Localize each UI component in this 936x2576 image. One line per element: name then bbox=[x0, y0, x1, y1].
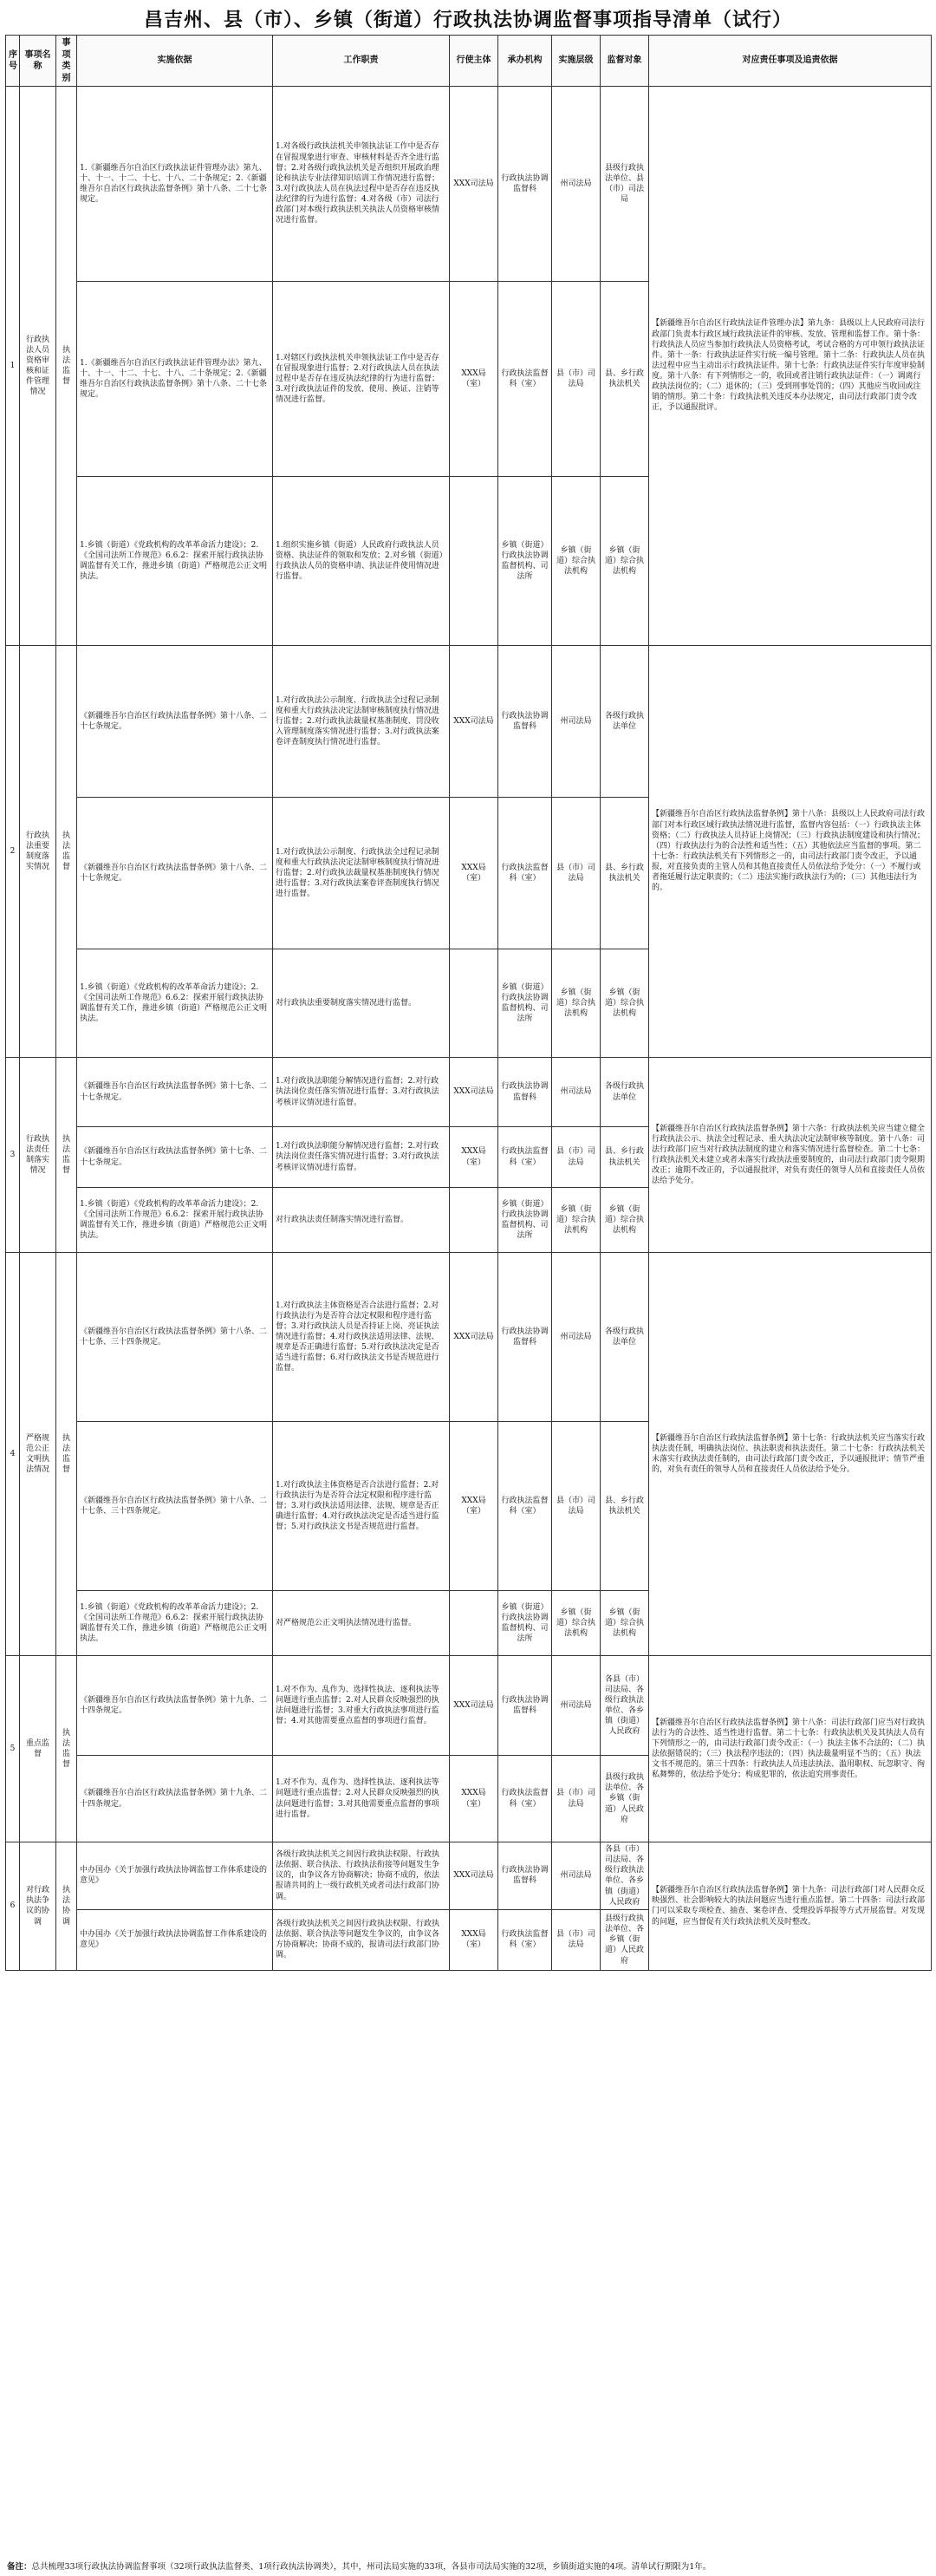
implementation-basis: 1.乡镇（街道）《党政机构的改革革命活力建设》；2.《全国司法所工作规范》6.6.2：探索开展行政执法协调监督有关工作，推进乡镇（街道）严格规范公正文明执法。 bbox=[77, 1188, 273, 1253]
supervision-target: 乡镇（街道）综合执法机构 bbox=[601, 477, 649, 646]
implementation-basis: 《新疆维吾尔自治区行政执法监督条例》第十八条、二十七条规定。 bbox=[77, 646, 273, 798]
table-row bbox=[6, 87, 932, 282]
item-category: 执法协调 bbox=[56, 1842, 77, 1971]
executing-subject: XXX司法局 bbox=[450, 87, 498, 282]
handling-agency: 行政执法监督科（室） bbox=[498, 1909, 552, 1970]
work-duty: 1.对辖区行政执法机关申领执法证工作中是否存在冒报现象进行监督；2.对行政执法人员在执法过程中是否存在违反执法纪律的行为进行监督；3.对行政执法证件的发放、使用、换证、注销等情况进行监督。 bbox=[273, 282, 450, 477]
footnote bbox=[7, 2560, 926, 2572]
supervision-target: 县级行政执法单位、各乡镇（街道）人民政府 bbox=[601, 1909, 649, 1970]
implementation-level: 县（市）司法局 bbox=[552, 798, 601, 949]
executing-subject: XXX司法局 bbox=[450, 1058, 498, 1127]
responsibility-basis: 【新疆维吾尔自治区行政执法监督条例】第十八条：司法行政部门应当对行政执法行为的合法性、适当性进行监督。第二十七条：行政执法机关及其执法人员有下列情形之一的，由司法行政部门责令改正：（一）执法主体不合法的；（二）执法依据错误的；（三）执法程序违法的；（四）执法裁量明显不当的；（五）执法文书不规范的。第三十四条：行政执法人员违法执法、滥用职权、玩忽职守、徇私舞弊的，依法给予处分；构成犯罪的，依法追究刑事责任。 bbox=[649, 1656, 932, 1842]
header-cell: 监督对象 bbox=[601, 36, 649, 87]
table-body bbox=[6, 87, 932, 1971]
item-category: 执法监督 bbox=[56, 1656, 77, 1842]
executing-subject: XXX局（室） bbox=[450, 282, 498, 477]
implementation-level: 州司法局 bbox=[552, 1656, 601, 1756]
executing-subject: XXX局（室） bbox=[450, 1127, 498, 1188]
work-duty: 1.对不作为、乱作为、选择性执法、逐利执法等问题进行重点监督；2.对人民群众反映强烈的执法问题进行监督；3.对其他需要重点监督的事项进行监督。 bbox=[273, 1756, 450, 1842]
executing-subject: XXX局（室） bbox=[450, 798, 498, 949]
item-category: 执法监督 bbox=[56, 87, 77, 646]
implementation-basis: 《新疆维吾尔自治区行政执法监督条例》第十九条、二十四条规定。 bbox=[77, 1756, 273, 1842]
table-row bbox=[6, 646, 932, 798]
header-cell: 实施依据 bbox=[77, 36, 273, 87]
supervision-target: 各级行政执法单位 bbox=[601, 1058, 649, 1127]
responsibility-basis: 【新疆维吾尔自治区行政执法监督条例】第十六条：行政执法机关应当建立健全行政执法公示、执法全过程记录、重大执法决定法制审核等制度。第十八条：司法行政部门应当对行政执法制度的建立和落实情况进行监督检查。第二十七条：行政执法机关未建立或者未落实行政执法重要制度的，由司法行政部门责令限期改正；逾期不改正的，予以通报批评，对负有责任的领导人员和直接责任人员依法给予处分。 bbox=[649, 1058, 932, 1253]
executing-subject: XXX局（室） bbox=[450, 1909, 498, 1970]
work-duty: 对行政执法重要制度落实情况进行监督。 bbox=[273, 949, 450, 1058]
item-name: 对行政执法争议的协调 bbox=[20, 1842, 56, 1971]
table-row bbox=[6, 1058, 932, 1127]
implementation-level: 乡镇（街道）综合执法机构 bbox=[552, 949, 601, 1058]
handling-agency: 行政执法监督科（室） bbox=[498, 1127, 552, 1188]
guidance-table bbox=[5, 35, 932, 1971]
implementation-level: 县（市）司法局 bbox=[552, 1127, 601, 1188]
item-number: 3 bbox=[6, 1058, 20, 1253]
responsibility-basis: 【新疆维吾尔自治区行政执法监督条例】第十八条：县级以上人民政府司法行政部门对本行政区域行政执法情况进行监督，监督内容包括：（一）行政执法主体资格；（二）行政执法人员持证上岗情况；（三）行政执法制度建设和执行情况；（四）行政执法行为的合法性和适当性；（五）其他依法应当监督的事项。第二十七条：行政执法机关有下列情形之一的，由司法行政部门责令改正，予以通报，对直接负责的主管人员和其他直接责任人员依法给予处分：（一）不履行或者拖延履行法定职责的；（二）违法实施行政执法行为的；（三）其他违法行为的。 bbox=[649, 646, 932, 1058]
work-duty: 1.对行政执法职能分解情况进行监督；2.对行政执法岗位责任落实情况进行监督；3.对行政执法考核评议情况进行监督。 bbox=[273, 1127, 450, 1188]
table-row bbox=[6, 1842, 932, 1910]
table-header-row bbox=[6, 36, 932, 87]
header-cell: 工作职责 bbox=[273, 36, 450, 87]
item-number: 1 bbox=[6, 87, 20, 646]
handling-agency: 行政执法监督科（室） bbox=[498, 1756, 552, 1842]
implementation-basis: 1.《新疆维吾尔自治区行政执法证件管理办法》第九、十、十一、十二、十七、十八、二十条规定；2.《新疆维吾尔自治区行政执法监督条例》第十八条、二十七条规定。 bbox=[77, 282, 273, 477]
table-row bbox=[6, 1656, 932, 1756]
work-duty: 对行政执法责任制落实情况进行监督。 bbox=[273, 1188, 450, 1253]
implementation-basis: 中办国办《关于加强行政执法协调监督工作体系建设的意见》 bbox=[77, 1909, 273, 1970]
implementation-basis: 《新疆维吾尔自治区行政执法监督条例》第十七条、二十七条规定。 bbox=[77, 1127, 273, 1188]
implementation-basis: 中办国办《关于加强行政执法协调监督工作体系建设的意见》 bbox=[77, 1842, 273, 1910]
handling-agency: 乡镇（街道）行政执法协调监督机构、司法所 bbox=[498, 1188, 552, 1253]
supervision-target: 县、乡行政执法机关 bbox=[601, 1422, 649, 1591]
supervision-target: 县、乡行政执法机关 bbox=[601, 1127, 649, 1188]
implementation-basis: 1.乡镇（街道）《党政机构的改革革命活力建设》；2.《全国司法所工作规范》6.6.2：探索开展行政执法协调监督有关工作，推进乡镇（街道）严格规范公正文明执法。 bbox=[77, 1591, 273, 1656]
header-cell: 对应责任事项及追责依据 bbox=[649, 36, 932, 87]
responsibility-basis: 【新疆维吾尔自治区行政执法监督条例】第十七条：行政执法机关应当落实行政执法责任制，明确执法岗位、执法职责和执法责任。第二十七条：行政执法机关未落实行政执法责任制的，由司法行政部门责令改正，予以通报批评；情节严重的，对负有责任的领导人员和直接责任人员依法给予处分。 bbox=[649, 1253, 932, 1656]
executing-subject bbox=[450, 1591, 498, 1656]
handling-agency: 行政执法监督科（室） bbox=[498, 1422, 552, 1591]
executing-subject bbox=[450, 477, 498, 646]
supervision-target: 各级行政执法单位 bbox=[601, 646, 649, 798]
work-duty: 各级行政执法机关之间因行政执法权限、行政执法依据、联合执法等问题发生争议的，由争议各方协商解决；协商不成的，报请司法行政部门协调。 bbox=[273, 1909, 450, 1970]
executing-subject: XXX司法局 bbox=[450, 1253, 498, 1422]
item-category: 执法监督 bbox=[56, 646, 77, 1058]
header-cell: 实施层级 bbox=[552, 36, 601, 87]
executing-subject: XXX司法局 bbox=[450, 646, 498, 798]
implementation-level: 县（市）司法局 bbox=[552, 282, 601, 477]
item-name: 严格规范公正文明执法情况 bbox=[20, 1253, 56, 1656]
handling-agency: 乡镇（街道）行政执法协调监督机构、司法所 bbox=[498, 949, 552, 1058]
work-duty: 1.对行政执法公示制度、行政执法全过程记录制度和重大行政执法决定法制审核制度执行情况进行监督；2.对行政执法裁量权基准制度执行情况进行监督；3.对行政执法案卷评查制度执行情况进行监督。 bbox=[273, 798, 450, 949]
item-category: 执法监督 bbox=[56, 1253, 77, 1656]
supervision-target: 各县（市）司法局、各级行政执法单位、各乡镇（街道）人民政府 bbox=[601, 1656, 649, 1756]
implementation-level: 乡镇（街道）综合执法机构 bbox=[552, 1591, 601, 1656]
implementation-level: 乡镇（街道）综合执法机构 bbox=[552, 1188, 601, 1253]
header-cell: 序号 bbox=[6, 36, 20, 87]
executing-subject: XXX司法局 bbox=[450, 1842, 498, 1910]
handling-agency: 行政执法监督科（室） bbox=[498, 282, 552, 477]
supervision-target: 县、乡行政执法机关 bbox=[601, 798, 649, 949]
footnote-text: 总共梳理33项行政执法协调监督事项（32项行政执法监督类、1项行政执法协调类），其中，州司法局实施的33项，各县市司法局实施的32项，乡镇街道实施的4项。清单试行期限为1年。 bbox=[31, 2562, 712, 2572]
handling-agency: 行政执法协调监督科 bbox=[498, 1842, 552, 1910]
footnote-prefix: 备注： bbox=[7, 2562, 32, 2572]
responsibility-basis: 【新疆维吾尔自治区行政执法证件管理办法】第九条：县级以上人民政府司法行政部门负责本行政区域行政执法证件的审核、发放、管理和监督工作。第十条：行政执法人员应当参加行政执法人员资格考试，考试合格的方可申领行政执法证件。第十一条：行政执法证件实行统一编号管理。第十二条：行政执法人员在执法过程中应当主动出示行政执法证件。第十七条：行政执法证件实行年度审验制度。第十八条：有下列情形之一的，收回或者注销行政执法证件：（一）调离行政执法岗位的；（二）退休的；（三）受到刑事处罚的；（四）其他应当收回或注销的情形。第二十条：行政执法机关违反本办法规定，由司法行政部门责令改正，予以通报批评。 bbox=[649, 87, 932, 646]
implementation-basis: 1.乡镇（街道）《党政机构的改革革命活力建设》；2.《全国司法所工作规范》6.6.2：探索开展行政执法协调监督有关工作，推进乡镇（街道）严格规范公正文明执法。 bbox=[77, 949, 273, 1058]
supervision-target: 县、乡行政执法机关 bbox=[601, 282, 649, 477]
implementation-level: 乡镇（街道）综合执法机构 bbox=[552, 477, 601, 646]
handling-agency: 行政执法监督科（室） bbox=[498, 798, 552, 949]
executing-subject bbox=[450, 1188, 498, 1253]
item-name: 行政执法人员资格审核和证件管理情况 bbox=[20, 87, 56, 646]
item-category: 执法监督 bbox=[56, 1058, 77, 1253]
item-number: 6 bbox=[6, 1842, 20, 1971]
work-duty: 1.对行政执法主体资格是否合法进行监督；2.对行政执法行为是否符合法定权限和程序进行监督；3.对行政执法适用法律、法规、规章是否正确进行监督；4.对行政执法决定是否适当进行监督；5.对行政执法文书是否规范进行监督。 bbox=[273, 1422, 450, 1591]
work-duty: 各级行政执法机关之间因行政执法权限、行政执法依据、联合执法、行政执法衔接等问题发生争议的，由争议各方协商解决；协商不成的，依法报请共同的上一级行政机关或者司法行政部门协调。 bbox=[273, 1842, 450, 1910]
handling-agency: 行政执法协调监督科 bbox=[498, 1656, 552, 1756]
implementation-basis: 1.乡镇（街道）《党政机构的改革革命活力建设》；2.《全国司法所工作规范》6.6.2：探索开展行政执法协调监督有关工作，推进乡镇（街道）严格规范公正文明执法。 bbox=[77, 477, 273, 646]
supervision-target: 县级行政执法单位、县（市）司法局 bbox=[601, 87, 649, 282]
work-duty: 1.对不作为、乱作为、选择性执法、逐利执法等问题进行重点监督；2.对人民群众反映强烈的执法问题进行监督；3.对重大行政执法事项进行监督；4.对其他需要重点监督的事项进行监督。 bbox=[273, 1656, 450, 1756]
item-number: 2 bbox=[6, 646, 20, 1058]
table-row bbox=[6, 1253, 932, 1422]
implementation-basis: 《新疆维吾尔自治区行政执法监督条例》第十九条、二十四条规定。 bbox=[77, 1656, 273, 1756]
implementation-level: 州司法局 bbox=[552, 1253, 601, 1422]
work-duty: 1.对行政执法主体资格是否合法进行监督；2.对行政执法行为是否符合法定权限和程序进行监督；3.对行政执法人员是否持证上岗、亮证执法情况进行监督；4.对行政执法适用法律、法规、规章是否正确进行监督；5.对行政执法决定是否适当进行监督；6.对行政执法文书是否规范进行监督。 bbox=[273, 1253, 450, 1422]
supervision-target: 县级行政执法单位、各乡镇（街道）人民政府 bbox=[601, 1756, 649, 1842]
implementation-level: 州司法局 bbox=[552, 1842, 601, 1910]
handling-agency: 行政执法协调监督科 bbox=[498, 87, 552, 282]
supervision-target: 各县（市）司法局、各级行政执法单位、各乡镇（街道）人民政府 bbox=[601, 1842, 649, 1910]
implementation-level: 县（市）司法局 bbox=[552, 1756, 601, 1842]
header-cell: 承办机构 bbox=[498, 36, 552, 87]
implementation-basis: 《新疆维吾尔自治区行政执法监督条例》第十八条、二十七条规定。 bbox=[77, 798, 273, 949]
supervision-target: 各级行政执法单位 bbox=[601, 1253, 649, 1422]
implementation-basis: 1.《新疆维吾尔自治区行政执法证件管理办法》第九、十、十一、十二、十七、十八、二十条规定；2.《新疆维吾尔自治区行政执法监督条例》第十八条、二十七条规定。 bbox=[77, 87, 273, 282]
responsibility-basis: 【新疆维吾尔自治区行政执法监督条例】第十九条：司法行政部门对人民群众反映强烈、社会影响较大的执法问题应当进行重点监督。第二十四条：司法行政部门可以采取专项检查、抽查、案卷评查、受理投诉举报等方式开展监督。对发现的问题，应当督促有关行政执法机关及时整改。 bbox=[649, 1842, 932, 1971]
work-duty: 1.组织实施乡镇（街道）人民政府行政执法人员资格、执法证件的领取和发放；2.对乡镇（街道）行政执法人员的资格申请、执法证件使用情况进行监督。 bbox=[273, 477, 450, 646]
implementation-basis: 《新疆维吾尔自治区行政执法监督条例》第十八条、二十七条、三十四条规定。 bbox=[77, 1253, 273, 1422]
work-duty: 1.对行政执法职能分解情况进行监督；2.对行政执法岗位责任落实情况进行监督；3.对行政执法考核评议情况进行监督。 bbox=[273, 1058, 450, 1127]
item-name: 行政执法责任制落实情况 bbox=[20, 1058, 56, 1253]
implementation-level: 县（市）司法局 bbox=[552, 1909, 601, 1970]
supervision-target: 乡镇（街道）综合执法机构 bbox=[601, 1188, 649, 1253]
handling-agency: 行政执法协调监督科 bbox=[498, 1253, 552, 1422]
work-duty: 1.对行政执法公示制度、行政执法全过程记录制度和重大行政执法决定法制审核制度执行情况进行监督；2.对行政执法裁量权基准制度、罚没收入管理制度落实情况进行监督；3.对行政执法案卷评查制度执行情况进行监督。 bbox=[273, 646, 450, 798]
header-cell: 行使主体 bbox=[450, 36, 498, 87]
implementation-basis: 《新疆维吾尔自治区行政执法监督条例》第十七条、二十七条规定。 bbox=[77, 1058, 273, 1127]
executing-subject: XXX局（室） bbox=[450, 1422, 498, 1591]
document-title: 昌吉州、县（市）、乡镇（街道）行政执法协调监督事项指导清单（试行） bbox=[143, 9, 792, 31]
work-duty: 1.对各级行政执法机关申领执法证工作中是否存在冒报现象进行审查、审核材料是否齐全进行监督；2.对各级行政执法机关是否组织开展政治理论和执法专业法律知识培训工作情况进行监督；3.对行政执法人员在执法过程中是否存在违反执法纪律的行为进行监督；4.对各级（市）司法行政部门对本级行政执法机关执法人员资格审核情况进行监督。 bbox=[273, 87, 450, 282]
executing-subject bbox=[450, 949, 498, 1058]
header-cell: 事项名称 bbox=[20, 36, 56, 87]
handling-agency: 行政执法协调监督科 bbox=[498, 646, 552, 798]
header-cell: 事项类别 bbox=[56, 36, 77, 87]
handling-agency: 乡镇（街道）行政执法协调监督机构、司法所 bbox=[498, 477, 552, 646]
item-name: 重点监督 bbox=[20, 1656, 56, 1842]
implementation-level: 州司法局 bbox=[552, 87, 601, 282]
item-number: 5 bbox=[6, 1656, 20, 1842]
implementation-level: 县（市）司法局 bbox=[552, 1422, 601, 1591]
implementation-level: 州司法局 bbox=[552, 1058, 601, 1127]
item-name: 行政执法重要制度落实情况 bbox=[20, 646, 56, 1058]
supervision-target: 乡镇（街道）综合执法机构 bbox=[601, 949, 649, 1058]
implementation-basis: 《新疆维吾尔自治区行政执法监督条例》第十八条、二十七条、三十四条规定。 bbox=[77, 1422, 273, 1591]
executing-subject: XXX局（室） bbox=[450, 1756, 498, 1842]
supervision-target: 乡镇（街道）综合执法机构 bbox=[601, 1591, 649, 1656]
handling-agency: 乡镇（街道）行政执法协调监督机构、司法所 bbox=[498, 1591, 552, 1656]
handling-agency: 行政执法协调监督科 bbox=[498, 1058, 552, 1127]
item-number: 4 bbox=[6, 1253, 20, 1656]
implementation-level: 州司法局 bbox=[552, 646, 601, 798]
work-duty: 对严格规范公正文明执法情况进行监督。 bbox=[273, 1591, 450, 1656]
executing-subject: XXX司法局 bbox=[450, 1656, 498, 1756]
